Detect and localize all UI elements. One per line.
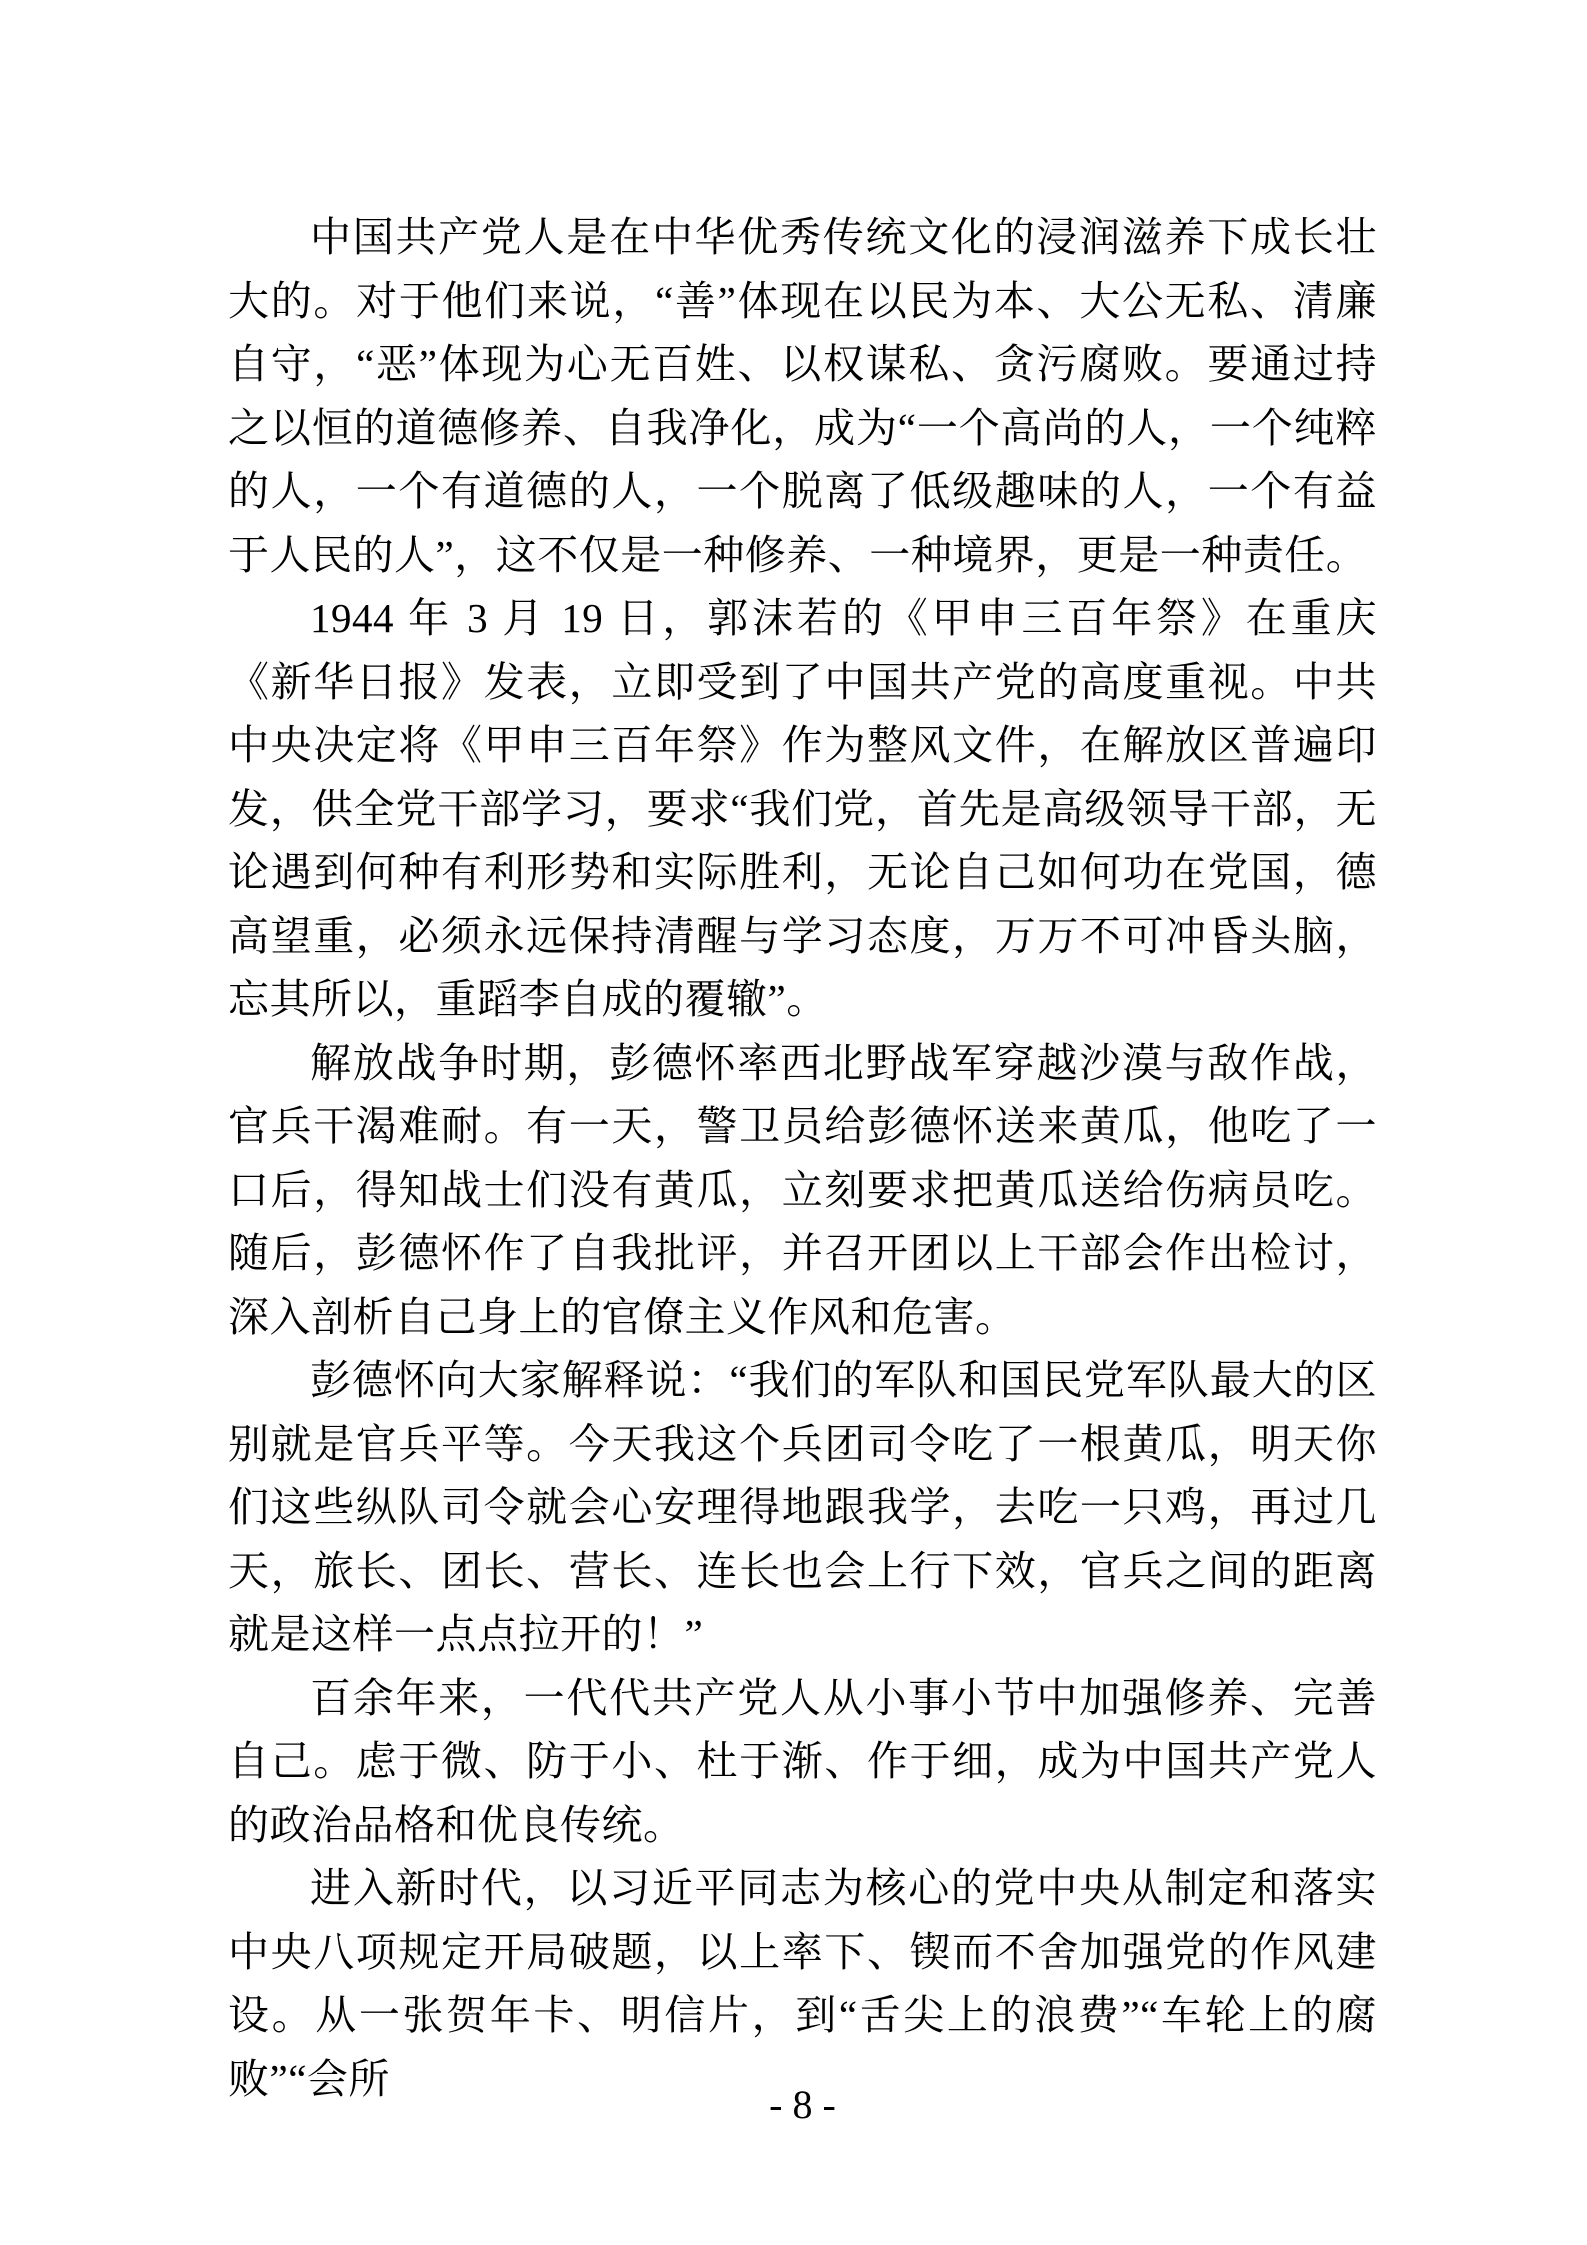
page-body [228, 206, 1377, 2111]
page-number: - 8 - [769, 2082, 836, 2127]
body-paragraph: 百余年来，一代代共产党人从小事小节中加强修养、完善自己。虑于微、防于小、杜于渐、作于细，成为中国共产党人的政治品格和优良传统。 [228, 1674, 1377, 1848]
body-paragraph: 解放战争时期，彭德怀率西北野战军穿越沙漠与敌作战，官兵干渴难耐。有一天，警卫员给彭德怀送来黄瓜，他吃了一口后，得知战士们没有黄瓜，立刻要求把黄瓜送给伤病员吃。随后，彭德怀作了自我批评，并召开团以上干部会作出检讨，深入剖析自己身上的官僚主义作风和危害。 [228, 1039, 1377, 1340]
body-paragraph: 中国共产党人是在中华优秀传统文化的浸润滋养下成长壮大的。对于他们来说，“善”体现在以民为本、大公无私、清廉自守，“恶”体现为心无百姓、以权谋私、贪污腐败。要通过持之以恒的道德修养、自我净化，成为“一个高尚的人，一个纯粹的人，一个有道德的人，一个脱离了低级趣味的人，一个有益于人民的人”，这不仅是一种修养、一种境界，更是一种责任。 [228, 214, 1377, 578]
body-paragraph: 彭德怀向大家解释说：“我们的军队和国民党军队最大的区别就是官兵平等。今天我这个兵团司令吃了一根黄瓜，明天你们这些纵队司令就会心安理得地跟我学，去吃一只鸡，再过几天，旅长、团长、营长、连长也会上行下效，官兵之间的距离就是这样一点点拉开的！” [228, 1357, 1377, 1657]
body-paragraph: 进入新时代，以习近平同志为核心的党中央从制定和落实中央八项规定开局破题，以上率下、锲而不舍加强党的作风建设。从一张贺年卡、明信片，到“舌尖上的浪费”“车轮上的腐败”“会所 [228, 1865, 1377, 2102]
body-paragraph: 1944 年 3 月 19 日，郭沫若的《甲申三百年祭》在重庆《新华日报》发表，立即受到了中国共产党的高度重视。中共中央决定将《甲申三百年祭》作为整风文件，在解放区普遍印发，供全党干部学习，要求“我们党，首先是高级领导干部，无论遇到何种有利形势和实际胜利，无论自己如何功在党国，德高望重，必须永远保持清醒与学习态度，万万不可冲昏头脑，忘其所以，重蹈李自成的覆辙”。 [228, 595, 1377, 1022]
